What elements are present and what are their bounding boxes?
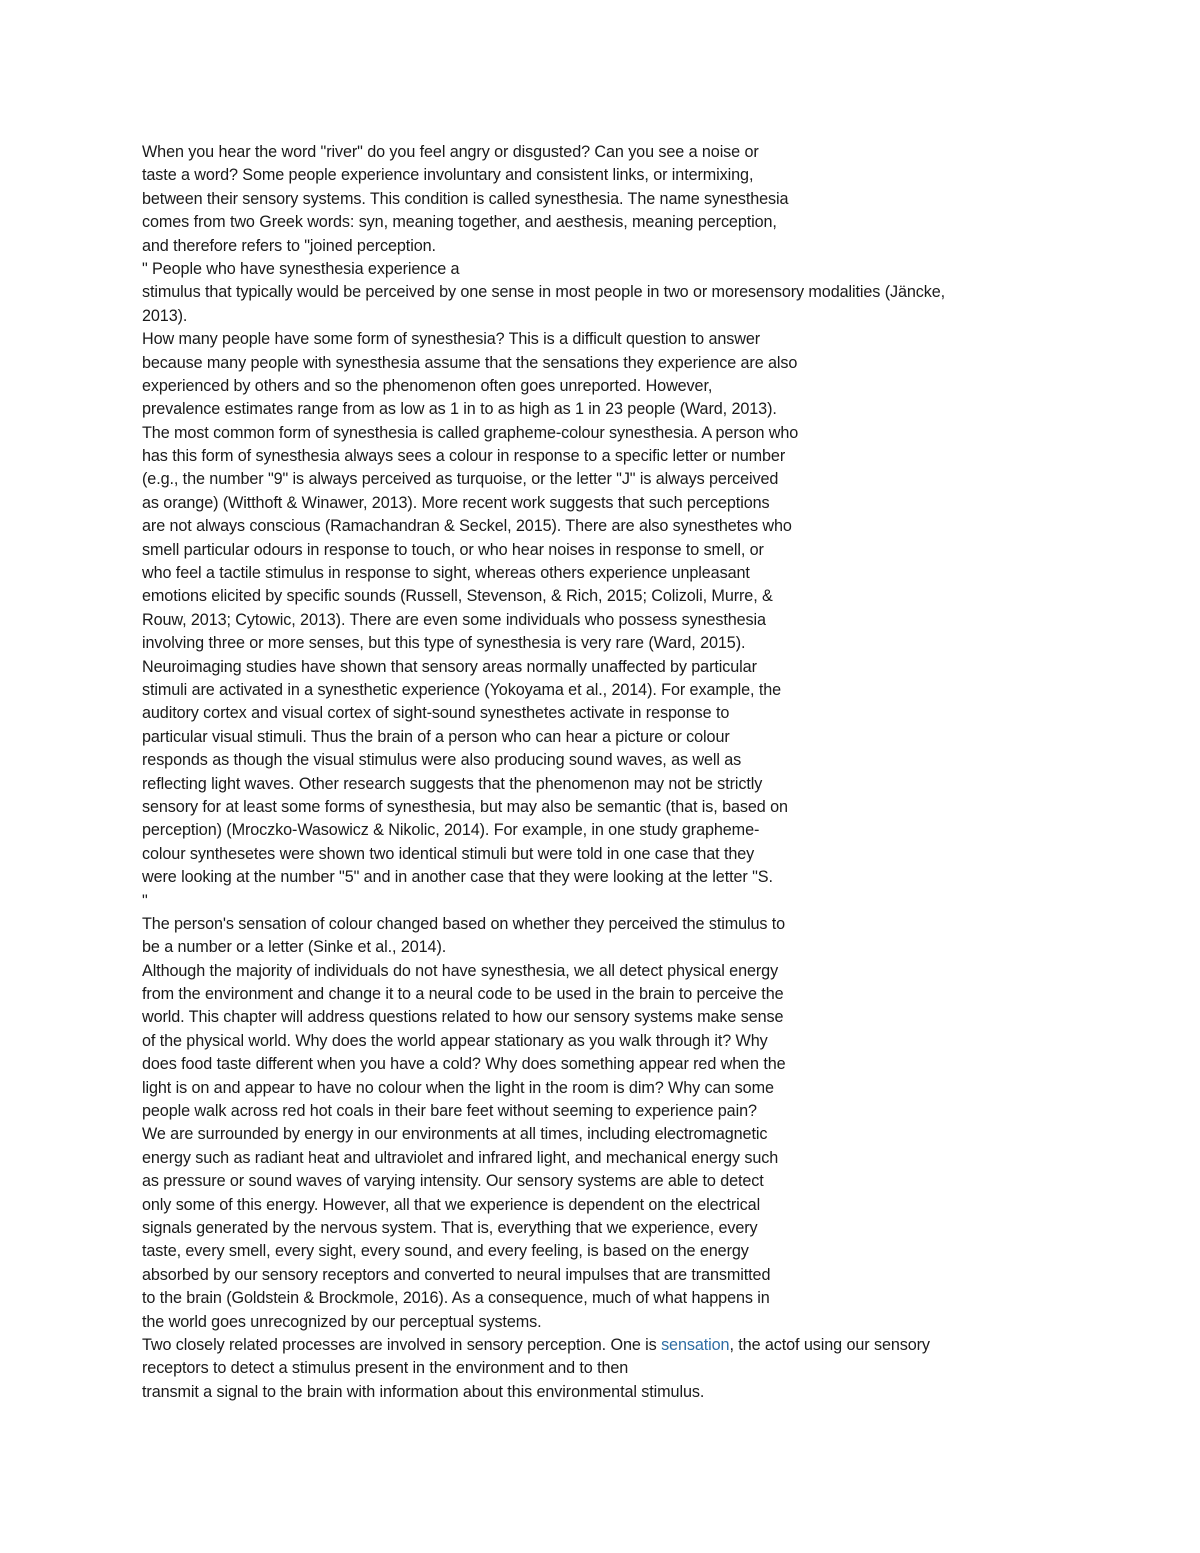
- text-line: of the physical world. Why does the world appear stationary as you walk through it? Why: [142, 1031, 768, 1050]
- text-line: reflecting light waves. Other research suggests that the phenomenon may not be strictly: [142, 774, 763, 793]
- text-line: comes from two Greek words: syn, meaning together, and aesthesis, meaning perception,: [142, 213, 777, 232]
- text-line: the world goes unrecognized by our perceptual systems.: [142, 1312, 542, 1331]
- text-line: Although the majority of individuals do not have synesthesia, we all detect physical energy: [142, 961, 779, 980]
- text-line: taste a word? Some people experience involuntary and consistent links, or intermixing,: [142, 166, 754, 185]
- text-line: taste, every smell, every sight, every sound, and every feeling, is based on the energy: [142, 1242, 749, 1261]
- text-line: When you hear the word "river" do you feel angry or disgusted? Can you see a noise or: [142, 143, 759, 161]
- text-line: involving three or more senses, but this type of synesthesia is very rare (Ward, 2015).: [142, 634, 746, 653]
- text-line: (e.g., the number "9" is always perceived as turquoise, or the letter "J" is always perceived: [142, 470, 779, 489]
- text-line: to the brain (Goldstein & Brockmole, 2016). As a consequence, much of what happens in: [142, 1289, 770, 1308]
- text-line: " People who have synesthesia experience a: [142, 259, 460, 278]
- text-line: who feel a tactile stimulus in response to sight, whereas others experience unpleasant: [142, 564, 750, 583]
- text-line: prevalence estimates range from as low as 1 in to as high as 1 in 23 people (Ward, 2013).: [142, 400, 777, 419]
- text-line: 2013).: [142, 306, 188, 325]
- text-line: signals generated by the nervous system. That is, everything that we experience, every: [142, 1218, 758, 1237]
- text-line: energy such as radiant heat and ultraviolet and infrared light, and mechanical energy such: [142, 1148, 779, 1167]
- text-line: as pressure or sound waves of varying intensity. Our sensory systems are able to detect: [142, 1172, 764, 1191]
- text-line: receptors to detect a stimulus present in the environment and to then: [142, 1359, 629, 1378]
- text-lines: [142, 141, 1142, 1334]
- text-line: sensory for at least some forms of synesthesia, but may also be semantic (that is, based on: [142, 797, 788, 816]
- body-text: [142, 141, 1142, 1404]
- text-line: The most common form of synesthesia is called grapheme-colour synesthesia. A person who: [142, 423, 799, 442]
- text-line: absorbed by our sensory receptors and converted to neural impulses that are transmitted: [142, 1265, 771, 1284]
- text-run: Two closely related processes are involved in sensory perception. One is: [142, 1335, 662, 1354]
- text-line: does food taste different when you have a cold? Why does something appear red when the: [142, 1055, 786, 1074]
- text-line: [142, 1334, 1142, 1357]
- text-line: from the environment and change it to a neural code to be used in the brain to perceive the: [142, 985, 784, 1004]
- text-line: because many people with synesthesia assume that the sensations they experience are also: [142, 353, 798, 372]
- text-line: Rouw, 2013; Cytowic, 2013). There are even some individuals who possess synesthesia: [142, 610, 766, 629]
- text-line: has this form of synesthesia always sees a colour in response to a specific letter or number: [142, 447, 786, 466]
- text-line: We are surrounded by energy in our environments at all times, including electromagnetic: [142, 1125, 768, 1144]
- text-line: stimulus that typically would be perceived by one sense in most people in two or moresensory modalities (Jäncke,: [142, 283, 946, 302]
- text-line: world. This chapter will address questions related to how our sensory systems make sense: [142, 1008, 784, 1027]
- text-line: experienced by others and so the phenomenon often goes unreported. However,: [142, 376, 713, 395]
- text-line: particular visual stimuli. Thus the brain of a person who can hear a picture or colour: [142, 727, 730, 746]
- text-line: as orange) (Witthoft & Winawer, 2013). More recent work suggests that such perceptions: [142, 493, 770, 512]
- text-line: emotions elicited by specific sounds (Russell, Stevenson, & Rich, 2015; Colizoli, Murre, &: [142, 587, 773, 606]
- text-line: auditory cortex and visual cortex of sight-sound synesthetes activate in response to: [142, 704, 730, 723]
- text-line: colour synthesetes were shown two identical stimuli but were told in one case that they: [142, 844, 755, 863]
- text-line: perception) (Mroczko-Wasowicz & Nikolic, 2014). For example, in one study grapheme-: [142, 821, 760, 840]
- text-line: between their sensory systems. This condition is called synesthesia. The name synesthesia: [142, 189, 789, 208]
- text-line: light is on and appear to have no colour when the light in the room is dim? Why can some: [142, 1078, 774, 1097]
- text-line: are not always conscious (Ramachandran & Seckel, 2015). There are also synesthetes who: [142, 517, 792, 536]
- text-run: , the actof using our sensory: [729, 1335, 930, 1354]
- text-line: be a number or a letter (Sinke et al., 2014).: [142, 938, 447, 957]
- text-line: How many people have some form of synesthesia? This is a difficult question to answer: [142, 330, 761, 349]
- text-line: only some of this energy. However, all that we experience is dependent on the electrical: [142, 1195, 761, 1214]
- text-line: and therefore refers to "joined perception.: [142, 236, 436, 255]
- sensation-link[interactable]: sensation: [661, 1335, 730, 1354]
- text-line: were looking at the number "5" and in another case that they were looking at the letter "S.: [142, 868, 773, 887]
- text-line: transmit a signal to the brain with information about this environmental stimulus.: [142, 1382, 705, 1401]
- text-line: Neuroimaging studies have shown that sensory areas normally unaffected by particular: [142, 657, 757, 676]
- text-line: smell particular odours in response to touch, or who hear noises in response to smell, or: [142, 540, 764, 559]
- text-line: responds as though the visual stimulus were also producing sound waves, as well as: [142, 751, 742, 770]
- text-line: ": [142, 891, 148, 910]
- text-line: stimuli are activated in a synesthetic experience (Yokoyama et al., 2014). For example, the: [142, 680, 782, 699]
- text-line: The person's sensation of colour changed based on whether they perceived the stimulus to: [142, 914, 786, 933]
- text-line: people walk across red hot coals in their bare feet without seeming to experience pain?: [142, 1102, 757, 1121]
